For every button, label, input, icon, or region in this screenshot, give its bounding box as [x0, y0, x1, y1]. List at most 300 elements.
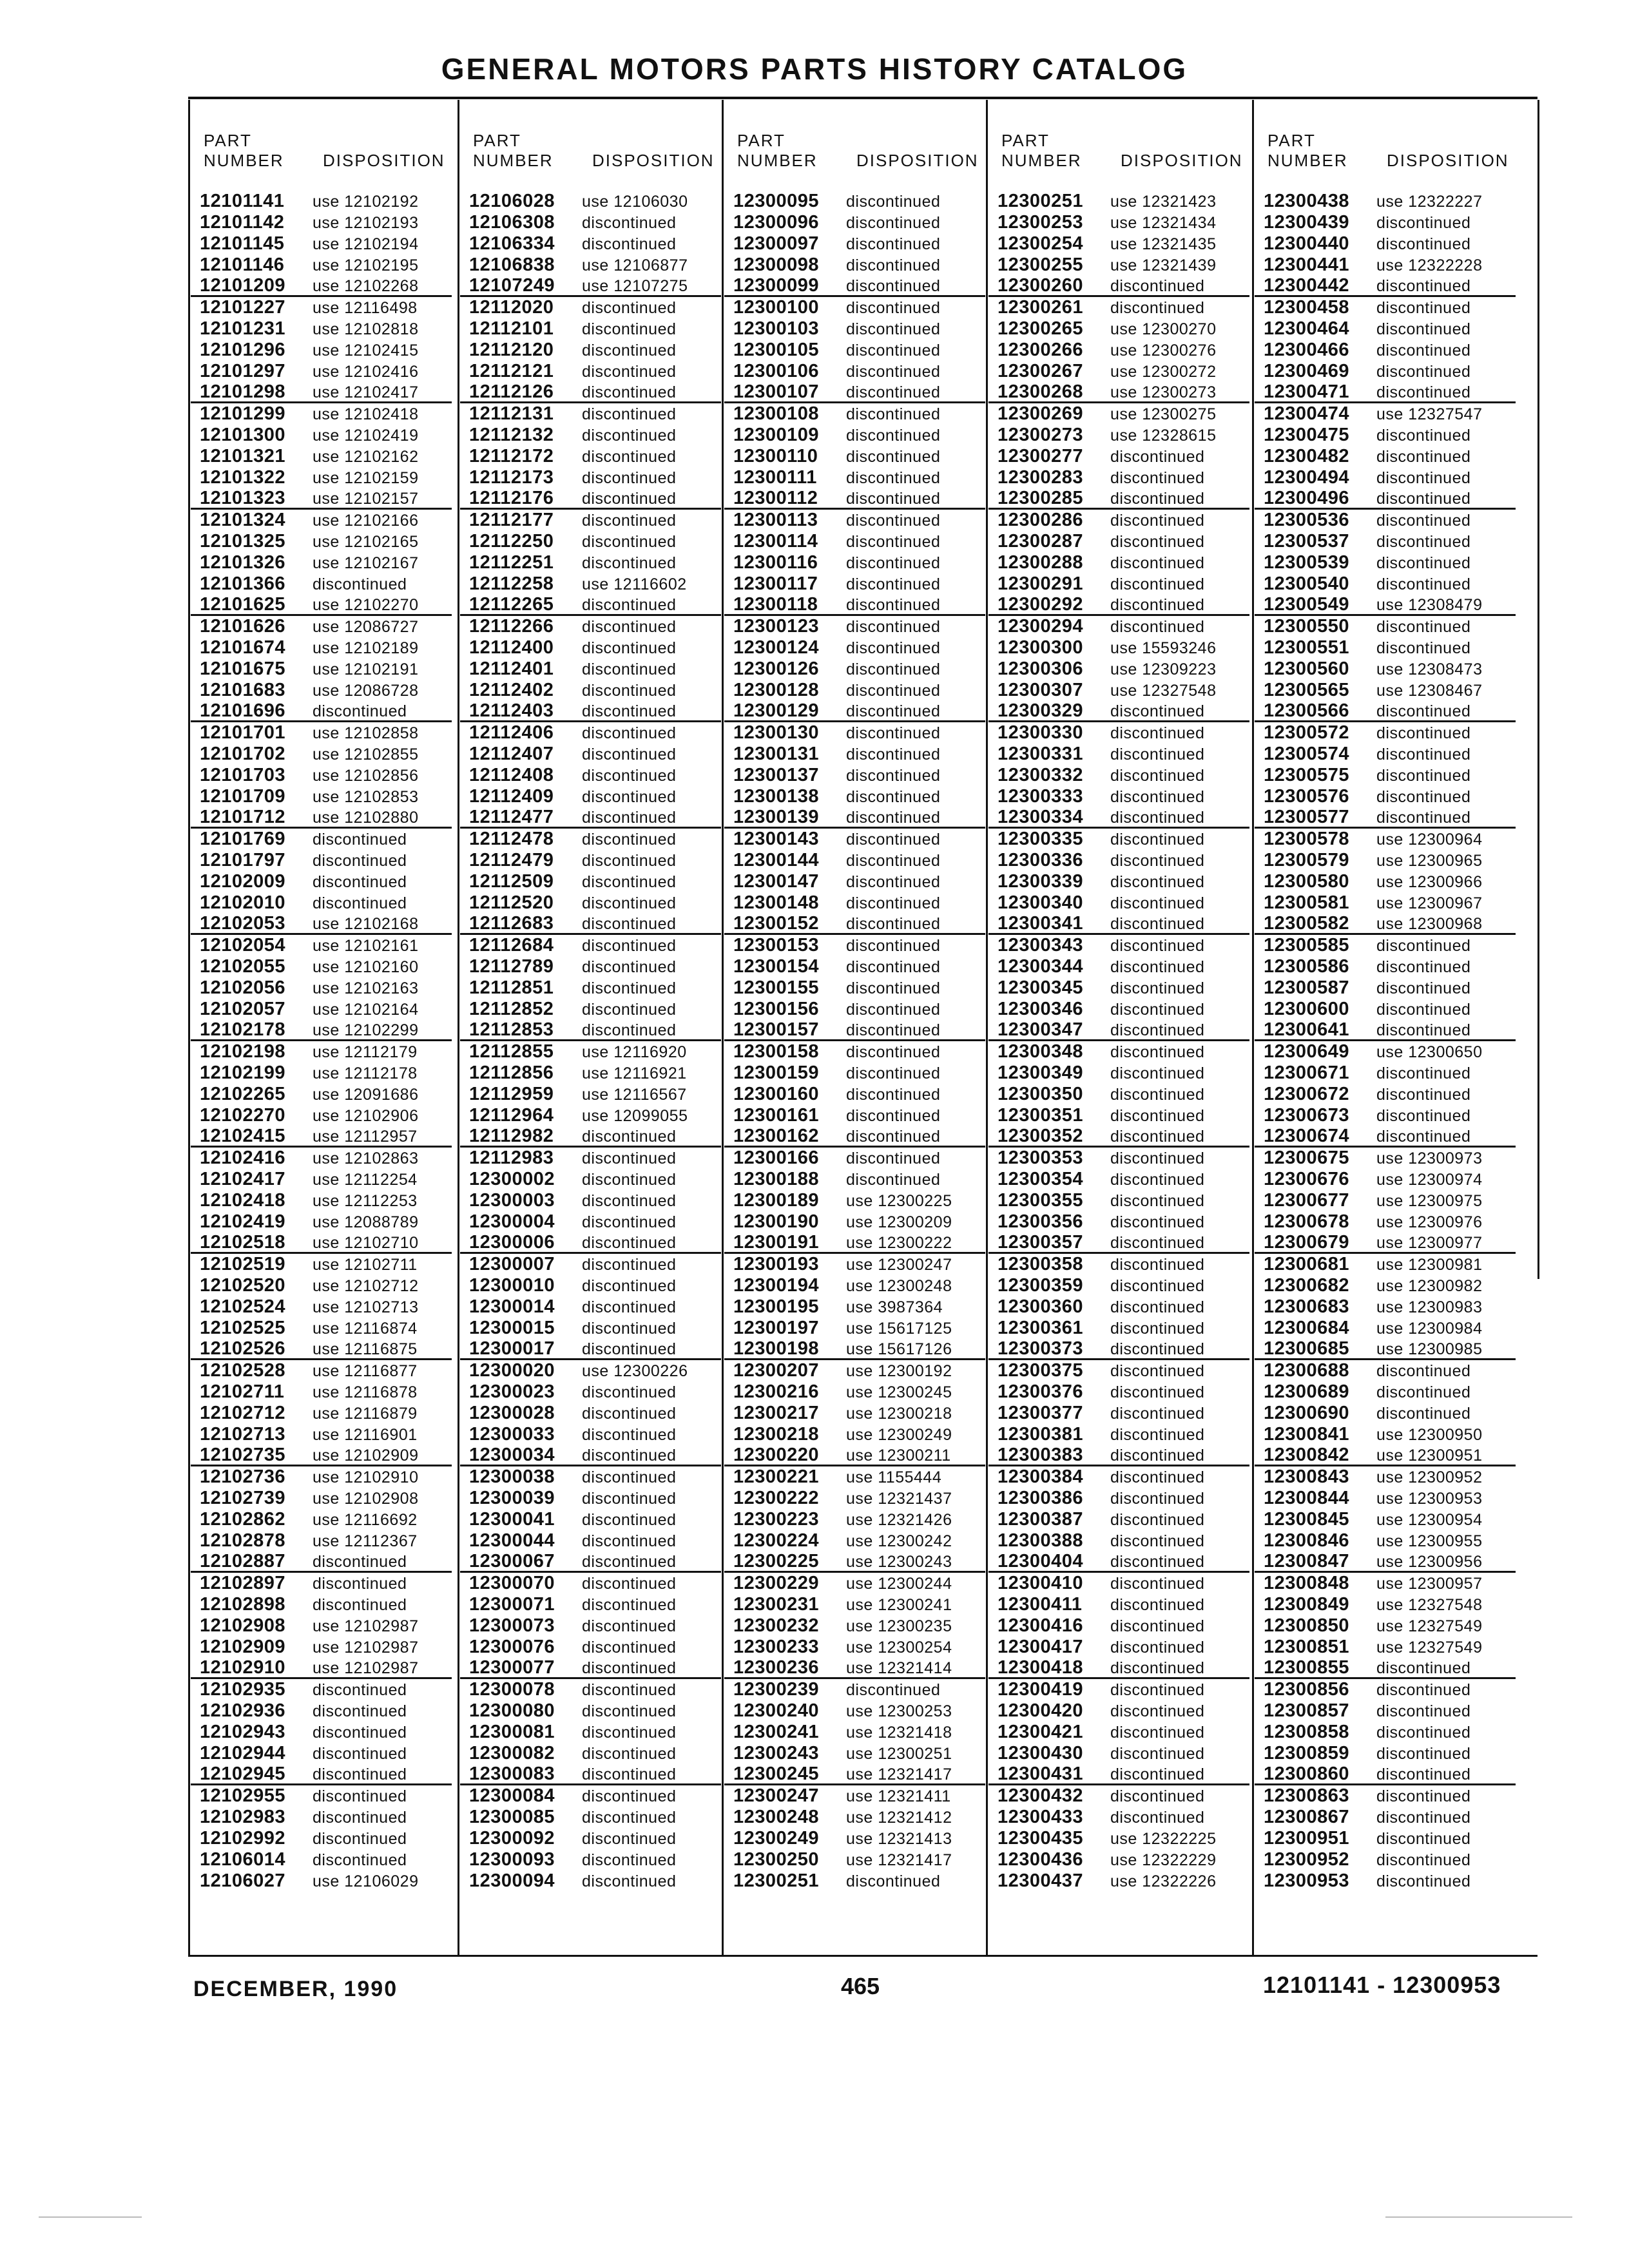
table-row: [460, 892, 721, 914]
table-row: [724, 573, 985, 595]
disposition: discontinued: [846, 341, 941, 360]
part-number: 12300376: [998, 1381, 1084, 1402]
disposition: discontinued: [313, 702, 407, 720]
part-number: 12102526: [200, 1338, 286, 1359]
part-number: 12300195: [733, 1296, 820, 1317]
disposition: use 12327548: [1110, 682, 1217, 700]
disposition: discontinued: [1376, 1659, 1471, 1677]
table-row: [460, 340, 721, 361]
disposition: discontinued: [313, 1596, 407, 1614]
part-number: 12300216: [733, 1381, 820, 1402]
table-row: [1255, 1658, 1516, 1679]
disposition: discontinued: [1376, 1681, 1471, 1699]
part-number: 12300070: [469, 1573, 555, 1593]
table-row: [460, 1211, 721, 1233]
part-number: 12112265: [469, 594, 554, 615]
part-number: 12300266: [998, 340, 1084, 360]
part-number: 12112172: [469, 446, 554, 466]
table-row: [191, 1722, 452, 1743]
table-row: [988, 1424, 1249, 1445]
disposition: discontinued: [1110, 1446, 1205, 1465]
disposition: use 12116567: [582, 1086, 687, 1104]
part-number: 12102198: [200, 1041, 286, 1062]
table-row: [724, 191, 985, 212]
table-row: [988, 1530, 1249, 1552]
disposition: discontinued: [1110, 1745, 1205, 1763]
part-number: 12101298: [200, 381, 286, 402]
disposition: discontinued: [582, 1681, 677, 1699]
table-row: [460, 1849, 721, 1870]
table-row: [1255, 616, 1516, 637]
disposition: use 12102858: [313, 724, 419, 742]
table-row: [1255, 1403, 1516, 1424]
part-number: 12112855: [469, 1041, 554, 1062]
part-number: 12300286: [998, 510, 1084, 530]
disposition: use 12102418: [313, 405, 419, 423]
part-number: 12300147: [733, 871, 820, 892]
table-row: [988, 191, 1249, 212]
disposition: use 12300249: [846, 1426, 952, 1444]
disposition: use 12300981: [1376, 1256, 1483, 1274]
part-number: 12102056: [200, 977, 286, 998]
table-row: [191, 1466, 452, 1488]
part-number: 12300193: [733, 1254, 820, 1274]
part-number: 12112403: [469, 700, 554, 721]
header-number-label: NUMBER: [1268, 151, 1348, 170]
part-number: 12300421: [998, 1722, 1084, 1742]
table-row: [1255, 1849, 1516, 1870]
part-number: 12112258: [469, 573, 554, 594]
table-row: [724, 1679, 985, 1700]
disposition: use 12322225: [1110, 1830, 1217, 1848]
part-number: 12101141: [200, 191, 285, 211]
part-number: 12300003: [469, 1190, 555, 1211]
disposition: discontinued: [582, 979, 677, 997]
part-number: 12300587: [1264, 977, 1350, 998]
disposition: use 12321417: [846, 1851, 952, 1869]
table-row: [1255, 1552, 1516, 1573]
part-number: 12101366: [200, 573, 286, 594]
disposition: use 12106030: [582, 193, 688, 211]
disposition: discontinued: [1376, 1362, 1471, 1380]
disposition: discontinued: [582, 383, 677, 401]
disposition: discontinued: [582, 235, 677, 253]
disposition: discontinued: [1110, 1107, 1205, 1125]
disposition: use 12300953: [1376, 1490, 1483, 1508]
part-number: 12102878: [200, 1530, 286, 1551]
table-row: [988, 1658, 1249, 1679]
part-number: 12300112: [733, 488, 818, 508]
disposition: discontinued: [1110, 1596, 1205, 1614]
table-row: [724, 701, 985, 722]
part-number: 12300218: [733, 1424, 820, 1445]
part-number: 12300863: [1264, 1785, 1350, 1806]
disposition: discontinued: [582, 448, 677, 466]
disposition: discontinued: [1110, 1490, 1205, 1508]
header-disposition-label: DISPOSITION: [856, 151, 979, 170]
table-row: [1255, 977, 1516, 999]
disposition: discontinued: [1110, 1575, 1205, 1593]
disposition: discontinued: [1110, 1192, 1205, 1210]
part-number: 12300148: [733, 892, 820, 913]
disposition: discontinued: [582, 554, 677, 572]
disposition: discontinued: [846, 405, 941, 423]
disposition: discontinued: [846, 533, 941, 551]
part-number: 12300221: [733, 1466, 820, 1487]
part-number: 12300348: [998, 1041, 1084, 1062]
part-number: 12300858: [1264, 1722, 1350, 1742]
part-number: 12112479: [469, 850, 554, 870]
disposition: use 12300950: [1376, 1426, 1483, 1444]
part-number: 12300851: [1264, 1637, 1350, 1657]
disposition: use 12102162: [313, 448, 419, 466]
disposition: discontinued: [1110, 937, 1205, 955]
disposition: use 12116921: [582, 1064, 687, 1082]
part-number: 12300419: [998, 1679, 1084, 1700]
table-row: [1255, 871, 1516, 892]
table-row: [1255, 680, 1516, 701]
disposition: discontinued: [582, 937, 677, 955]
table-row: [191, 1211, 452, 1233]
table-row: [988, 1041, 1249, 1062]
disposition: use 12300270: [1110, 320, 1217, 338]
table-row: [988, 1254, 1249, 1275]
table-row: [1255, 1360, 1516, 1381]
disposition: discontinued: [846, 1001, 941, 1019]
table-row: [724, 1700, 985, 1722]
disposition: discontinued: [313, 1702, 407, 1720]
scan-mark: [39, 2216, 142, 2218]
part-number: 12300383: [998, 1445, 1084, 1465]
part-number: 12300076: [469, 1637, 555, 1657]
part-number: 12300416: [998, 1615, 1084, 1636]
disposition: use 12102910: [313, 1468, 419, 1486]
table-row: [460, 1403, 721, 1424]
table-row: [1255, 1424, 1516, 1445]
disposition: use 12102906: [313, 1107, 419, 1125]
table-row: [460, 1424, 721, 1445]
disposition: discontinued: [313, 1765, 407, 1783]
part-number: 12112251: [469, 552, 554, 573]
part-number: 12300269: [998, 403, 1084, 424]
part-number: 12300129: [733, 700, 820, 721]
table-row: [988, 255, 1249, 276]
part-number: 12300229: [733, 1573, 820, 1593]
table-row: [191, 1360, 452, 1381]
disposition: discontinued: [582, 1171, 677, 1189]
table-row: [1255, 340, 1516, 361]
table-row: [988, 850, 1249, 871]
part-number: 12102943: [200, 1722, 286, 1742]
table-row: [724, 531, 985, 552]
table-row: [191, 850, 452, 871]
part-number: 12300194: [733, 1275, 820, 1296]
part-number: 12102199: [200, 1062, 286, 1083]
disposition: discontinued: [582, 958, 677, 976]
table-row: [988, 1466, 1249, 1488]
table-row: [988, 1573, 1249, 1594]
part-number: 12102862: [200, 1509, 286, 1530]
disposition: discontinued: [582, 1446, 677, 1465]
part-number: 12300110: [733, 446, 818, 466]
table-row: [988, 318, 1249, 340]
part-number: 12101709: [200, 786, 286, 807]
disposition: discontinued: [582, 618, 677, 636]
part-number: 12300600: [1264, 999, 1350, 1019]
disposition: discontinued: [1110, 554, 1205, 572]
table-row: [460, 1785, 721, 1807]
part-number: 12300113: [733, 510, 818, 530]
table-row: [460, 233, 721, 255]
part-number: 12300672: [1264, 1084, 1350, 1104]
column-divider: [1537, 100, 1539, 1279]
disposition: use 12086728: [313, 682, 419, 700]
disposition: use 1155444: [846, 1468, 942, 1486]
disposition: use 12321414: [846, 1659, 952, 1677]
part-number: 12300373: [998, 1338, 1084, 1359]
disposition: discontinued: [313, 1830, 407, 1848]
disposition: discontinued: [1110, 809, 1205, 827]
table-row: [988, 701, 1249, 722]
disposition: discontinued: [313, 1809, 407, 1827]
table-row: [1255, 1722, 1516, 1743]
disposition: discontinued: [1376, 575, 1471, 593]
part-number: 12102054: [200, 935, 286, 956]
table-row: [191, 616, 452, 637]
table-row: [191, 212, 452, 233]
table-row: [191, 1381, 452, 1403]
table-row: [191, 977, 452, 999]
part-number: 12300848: [1264, 1573, 1350, 1593]
disposition: discontinued: [1376, 1001, 1471, 1019]
column-header: [1255, 102, 1516, 191]
table-row: [191, 531, 452, 552]
table-row: [460, 488, 721, 510]
disposition: use 12300251: [846, 1745, 952, 1763]
disposition: use 12300650: [1376, 1043, 1483, 1061]
disposition: discontinued: [1376, 1086, 1471, 1104]
part-number: 12300265: [998, 318, 1084, 339]
disposition: discontinued: [582, 702, 677, 720]
table-row: [988, 807, 1249, 829]
part-number: 12300377: [998, 1403, 1084, 1423]
table-row: [460, 1743, 721, 1764]
part-number: 12102419: [200, 1211, 286, 1232]
table-row: [460, 1020, 721, 1041]
disposition: use 12086727: [313, 618, 419, 636]
part-number: 12300341: [998, 913, 1084, 934]
disposition: discontinued: [846, 448, 941, 466]
table-row: [988, 361, 1249, 382]
table-row: [988, 425, 1249, 446]
table-row: [460, 1339, 721, 1360]
part-number: 12300083: [469, 1763, 555, 1784]
disposition: use 12102194: [313, 235, 419, 253]
disposition: discontinued: [582, 1872, 677, 1890]
disposition: use 12102416: [313, 363, 419, 381]
part-number: 12300333: [998, 786, 1084, 807]
part-number: 12300432: [998, 1785, 1084, 1806]
disposition: use 12107275: [582, 277, 688, 295]
disposition: discontinued: [1376, 448, 1471, 466]
table-row: [460, 276, 721, 297]
disposition: discontinued: [846, 554, 941, 572]
table-row: [724, 616, 985, 637]
table-row: [191, 1020, 452, 1041]
disposition: use 12322227: [1376, 193, 1483, 211]
column-divider: [986, 100, 988, 1956]
part-number: 12300197: [733, 1318, 820, 1338]
table-row: [724, 1722, 985, 1743]
part-number: 12300283: [998, 467, 1084, 488]
table-row: [460, 1679, 721, 1700]
part-number: 12101703: [200, 765, 286, 785]
table-row: [724, 340, 985, 361]
table-row: [460, 1828, 721, 1849]
part-number: 12300254: [998, 233, 1084, 254]
disposition: discontinued: [1110, 1256, 1205, 1274]
part-number: 12300130: [733, 722, 820, 743]
table-row: [724, 1807, 985, 1828]
table-row: [191, 425, 452, 446]
disposition: discontinued: [1376, 1765, 1471, 1783]
table-row: [460, 1722, 721, 1743]
disposition: discontinued: [846, 363, 941, 381]
disposition: discontinued: [1376, 214, 1471, 232]
table-row: [191, 680, 452, 701]
disposition: discontinued: [1110, 852, 1205, 870]
part-number: 12300384: [998, 1466, 1084, 1487]
table-row: [724, 1062, 985, 1084]
part-number: 12112402: [469, 680, 554, 700]
disposition: use 12102192: [313, 193, 419, 211]
disposition: use 12300957: [1376, 1575, 1483, 1593]
disposition: use 12300209: [846, 1213, 952, 1231]
part-number: 12102178: [200, 1019, 286, 1040]
table-row: [1255, 1254, 1516, 1275]
part-number: 12300007: [469, 1254, 555, 1274]
table-row: [1255, 233, 1516, 255]
part-number: 12300347: [998, 1019, 1084, 1040]
disposition: discontinued: [582, 1405, 677, 1423]
column-divider: [722, 100, 724, 1956]
part-number: 12300255: [998, 255, 1084, 275]
table-row: [724, 765, 985, 786]
table-row: [1255, 658, 1516, 680]
part-number: 12102525: [200, 1318, 286, 1338]
header-disposition-label: DISPOSITION: [1121, 151, 1243, 170]
part-number: 12300245: [733, 1763, 820, 1784]
disposition: discontinued: [313, 894, 407, 912]
table-row: [988, 1785, 1249, 1807]
part-number: 12102897: [200, 1573, 286, 1593]
part-number: 12300138: [733, 786, 820, 807]
disposition: use 12102189: [313, 639, 419, 657]
part-number: 12300578: [1264, 829, 1350, 849]
part-number: 12300161: [733, 1105, 820, 1126]
table-row: [724, 1849, 985, 1870]
part-number: 12102739: [200, 1488, 286, 1508]
table-row: [988, 1849, 1249, 1870]
disposition: discontinued: [1110, 1426, 1205, 1444]
part-number: 12101675: [200, 658, 286, 679]
table-row: [724, 722, 985, 744]
disposition: use 12321413: [846, 1830, 952, 1848]
part-number: 12300352: [998, 1126, 1084, 1146]
table-row: [988, 1807, 1249, 1828]
disposition: use 12300272: [1110, 363, 1217, 381]
disposition: discontinued: [1110, 1234, 1205, 1252]
table-row: [988, 1594, 1249, 1615]
table-row: [1255, 722, 1516, 744]
table-row: [724, 1658, 985, 1679]
disposition: use 12300956: [1376, 1553, 1483, 1571]
disposition: use 12300254: [846, 1639, 952, 1657]
table-row: [191, 1828, 452, 1849]
disposition: discontinued: [582, 405, 677, 423]
table-row: [1255, 1679, 1516, 1700]
table-row: [988, 1615, 1249, 1637]
table-row: [724, 1509, 985, 1530]
table-row: [1255, 1339, 1516, 1360]
disposition: discontinued: [846, 214, 941, 232]
part-number: 12300067: [469, 1551, 555, 1571]
disposition: discontinued: [1110, 724, 1205, 742]
part-number: 12101696: [200, 700, 286, 721]
part-number: 12102983: [200, 1807, 286, 1827]
disposition: discontinued: [846, 745, 941, 764]
disposition: use 12300974: [1376, 1171, 1483, 1189]
table-row: [460, 935, 721, 956]
table-row: [1255, 701, 1516, 722]
table-row: [988, 212, 1249, 233]
disposition: discontinued: [1110, 1086, 1205, 1104]
part-number: 12300103: [733, 318, 820, 339]
table-row: [1255, 467, 1516, 488]
part-number: 12112964: [469, 1105, 554, 1126]
disposition: discontinued: [582, 341, 677, 360]
part-number: 12300248: [733, 1807, 820, 1827]
table-row: [724, 1148, 985, 1169]
disposition: discontinued: [1110, 533, 1205, 551]
disposition: discontinued: [846, 1128, 941, 1146]
table-row: [460, 1169, 721, 1190]
table-row: [724, 1403, 985, 1424]
table-row: [460, 977, 721, 999]
table-row: [460, 1296, 721, 1318]
part-number: 12300023: [469, 1381, 555, 1402]
table-row: [1255, 637, 1516, 658]
table-row: [988, 637, 1249, 658]
part-number: 12300433: [998, 1807, 1084, 1827]
disposition: discontinued: [1110, 894, 1205, 912]
table-row: [460, 1275, 721, 1296]
disposition: discontinued: [582, 639, 677, 657]
disposition: discontinued: [1376, 937, 1471, 955]
disposition: discontinued: [582, 1809, 677, 1827]
table-row: [988, 1105, 1249, 1126]
disposition: discontinued: [846, 1086, 941, 1104]
disposition: discontinued: [1110, 745, 1205, 764]
disposition: discontinued: [1376, 979, 1471, 997]
part-number: 12102010: [200, 892, 286, 913]
part-number: 12300232: [733, 1615, 820, 1636]
table-row: [1255, 892, 1516, 914]
disposition: use 12102419: [313, 427, 419, 445]
table-row: [724, 1764, 985, 1785]
part-number: 12300105: [733, 340, 820, 360]
part-number: 12101326: [200, 552, 286, 573]
